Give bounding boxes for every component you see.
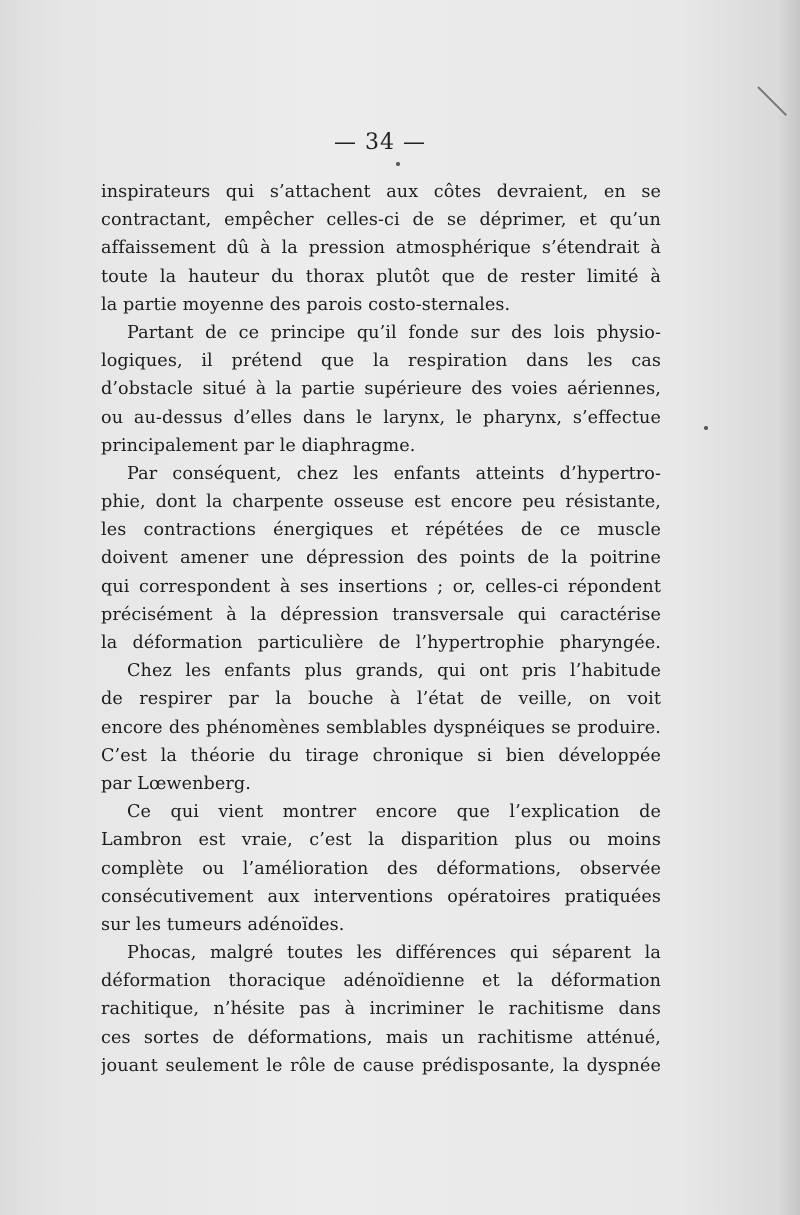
text-line: Chez les enfants plus grands, qui ont pris l’habitude [127, 661, 661, 682]
text-line: par Lœwenberg. [101, 773, 251, 794]
text-line: doivent amener une dépression des points de la poitrine [101, 548, 661, 569]
text-line: précisément à la dépression transversale qui caractérise [101, 604, 661, 625]
text-line: affaissement dû à la pression atmosphérique s’étendrait à [101, 238, 661, 259]
text-line: inspirateurs qui s’attachent aux côtes devraient, en se [101, 182, 661, 202]
text-line: déformation thoracique adénoïdienne et la déformation [101, 971, 661, 992]
text-line: la partie moyenne des parois costo-sternales. [101, 294, 511, 315]
text-line: ou au-dessus d’elles dans le larynx, le pharynx, s’effectue [101, 407, 661, 428]
text-line: Ce qui vient montrer encore que l’explication de [127, 802, 661, 823]
text-line: principalement par le diaphragme. [101, 435, 416, 456]
text-line: sur les tumeurs adénoïdes. [101, 914, 345, 935]
text-line: consécutivement aux interventions opératoires pratiquées [101, 886, 661, 907]
text-line: d’obstacle situé à la partie supérieure des voies aériennes, [101, 379, 661, 400]
text-line: la déformation particulière de l’hypertrophie pharyngée. [101, 633, 661, 653]
text-line: Par conséquent, chez les enfants atteints d’hypertro- [127, 463, 661, 484]
text-line: les contractions énergiques et répétées de ce muscle [101, 520, 661, 541]
text-line: toute la hauteur du thorax plutôt que de rester limité à [101, 266, 661, 287]
text-line: Lambron est vraie, c’est la disparition plus ou moins [101, 830, 661, 851]
text-line: contractant, empêcher celles-ci de se déprimer, et qu’un [101, 210, 661, 231]
text-line: Partant de ce principe qu’il fonde sur des lois physio- [127, 322, 661, 343]
ink-speck [704, 426, 708, 430]
text-line: logiques, il prétend que la respiration dans les cas [101, 351, 661, 372]
text-line: ces sortes de déformations, mais un rachitisme atténué, [101, 1027, 661, 1048]
page-number: — 34 — [334, 130, 426, 155]
text-line: phie, dont la charpente osseuse est encore peu résistante, [101, 492, 661, 513]
text-line: encore des phénomènes semblables dyspnéiques se produire. [101, 717, 661, 738]
text-line: qui correspondent à ses insertions ; or, celles-ci répondent [101, 576, 661, 597]
text-line: complète ou l’amélioration des déformations, observée [101, 858, 661, 879]
ink-speck [396, 162, 400, 166]
text-line: Phocas, malgré toutes les différences qui séparent la [127, 943, 661, 964]
text-line: C’est la théorie du tirage chronique si bien développée [101, 745, 661, 766]
text-line: jouant seulement le rôle de cause prédisposante, la dyspnée [101, 1055, 661, 1076]
text-line: rachitique, n’hésite pas à incriminer le rachitisme dans [101, 999, 661, 1020]
page-edge-shadow [778, 0, 800, 1215]
body-text [101, 178, 661, 1080]
text-line: de respirer par la bouche à l’état de veille, on voit [101, 689, 661, 710]
